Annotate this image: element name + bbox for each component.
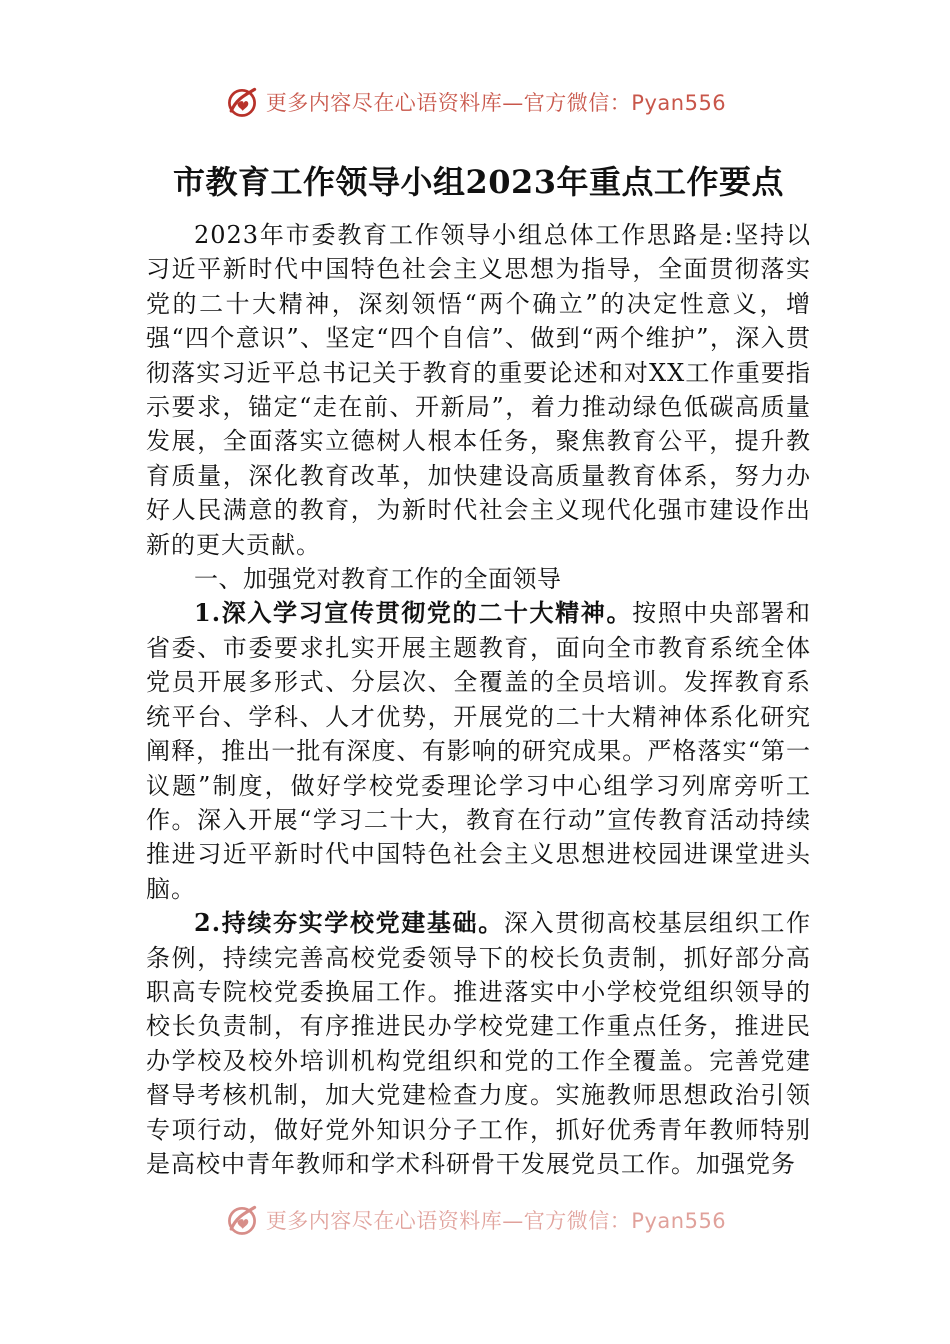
watermark-banner-bottom	[0, 1200, 950, 1240]
watermark-banner-top	[0, 80, 950, 124]
document-title: 市教育工作领导小组2023年重点工作要点	[172, 163, 785, 201]
item-body: 按照中央部署和省委、市委要求扎实开展主题教育，面向全市教育系统全体党员开展多形式、分层次、全覆盖的全员培训。发挥教育系统平台、学科、人才优势，开展党的二十大精神体系化研究阐释，推出一批有深度、有影响的研究成果。严格落实“第一议题”制度，做好学校党委理论学习中心组学习列席旁听工作。深入开展“学习二十大，教育在行动”宣传教育活动持续推进习近平新时代中国特色社会主义思想进校园进课堂进头脑。	[146, 599, 812, 903]
watermark-text: 更多内容尽在心语资料库—官方微信：Pyan556	[265, 91, 727, 115]
item-lead: 2.持续夯实学校党建基础。	[194, 908, 504, 938]
list-item	[146, 906, 811, 1181]
watermark-text: 更多内容尽在心语资料库—官方微信：Pyan556	[265, 1209, 727, 1233]
intro-paragraph: 2023年市委教育工作领导小组总体工作思路是:坚持以习近平新时代中国特色社会主义思想为指导，全面贯彻落实党的二十大精神，深刻领悟“两个确立”的决定性意义，增强“四个意识”、坚定“四个自信”、做到“两个维护”，深入贯彻落实习近平总书记关于教育的重要论述和对XX工作重要指示要求，锚定“走在前、开新局”，着力推动绿色低碳高质量发展，全面落实立德树人根本任务，聚焦教育公平，提升教育质量，深化教育改革，加快建设高质量教育体系，努力办好人民满意的教育，为新时代社会主义现代化强市建设作出新的更大贡献。	[146, 221, 811, 559]
section-heading: 一、加强党对教育工作的全面领导	[194, 565, 562, 594]
brush-heart-logo-icon	[224, 1202, 260, 1238]
list-item	[146, 596, 811, 906]
item-lead: 1.深入学习宣传贯彻党的二十大精神。	[194, 598, 633, 628]
document-page	[146, 160, 811, 1181]
item-body: 深入贯彻高校基层组织工作条例，持续完善高校党委领导下的校长负责制，抓好部分高职高专院校党委换届工作。推进落实中小学校党组织领导的校长负责制，有序推进民办学校党建工作重点任务，推进民办学校及校外培训机构党组织和党的工作全覆盖。完善党建督导考核机制，加大党建检查力度。实施教师思想政治引领专项行动，做好党外知识分子工作，抓好优秀青年教师特别是高校中青年教师和学术科研骨干发展党员工作。加强党务	[146, 909, 812, 1178]
brush-heart-logo-icon	[224, 84, 260, 120]
